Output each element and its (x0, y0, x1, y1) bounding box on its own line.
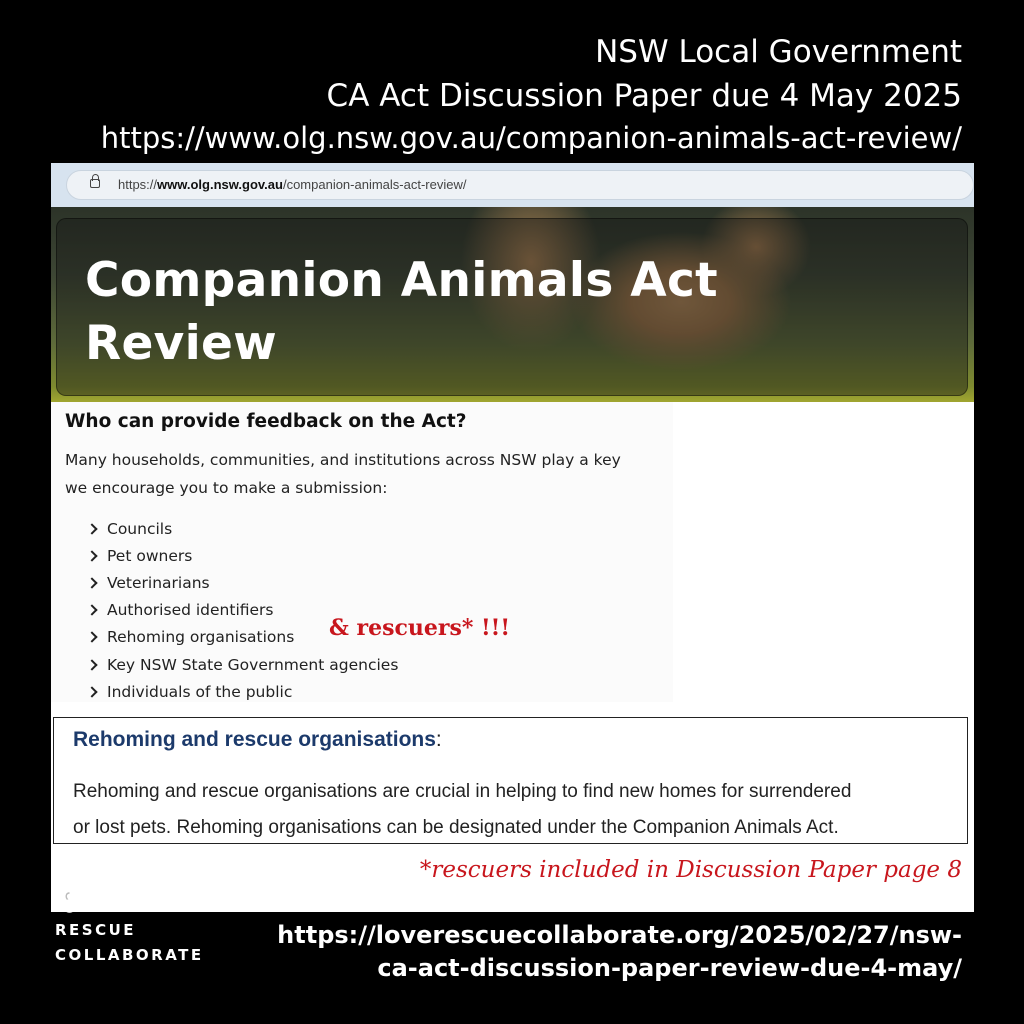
chevron-right-icon (86, 632, 97, 643)
logo-line-3: COLLABORATE (55, 946, 204, 964)
chevron-right-icon (86, 659, 97, 670)
stakeholder-list (88, 515, 398, 705)
hero-banner (51, 207, 974, 402)
footnote-annotation: *rescuers included in Discussion Paper page 8 (419, 857, 962, 883)
caption-line-1: NSW Local Government (595, 34, 962, 70)
logo (55, 893, 204, 968)
list-item: Rehoming organisations (88, 624, 398, 651)
logo-line-1: LOVE (55, 896, 109, 914)
box-title: Rehoming and rescue organisations: (73, 728, 442, 751)
box-text: Rehoming and rescue organisations are crucial in helping to find new homes for surrendered or lost pets. Rehoming organisations can be designated under the Companion Animals Act. (73, 781, 852, 838)
section-heading: Who can provide feedback on the Act? (65, 411, 467, 432)
footer-url-line-1: https://loverescuecollaborate.org/2025/02/27/nsw- (277, 921, 962, 949)
caption-url: https://www.olg.nsw.gov.au/companion-animals-act-review/ (100, 121, 962, 155)
list-item: Authorised identifiers (88, 597, 398, 624)
list-item: Pet owners (88, 542, 398, 569)
logo-line-2: RESCUE (55, 921, 137, 939)
list-item: Veterinarians (88, 569, 398, 596)
list-item: Individuals of the public (88, 678, 398, 705)
chevron-right-icon (86, 523, 97, 534)
rehoming-info-box (53, 717, 968, 844)
address-text[interactable]: https://www.olg.nsw.gov.au/companion-animals-act-review/ (118, 177, 467, 192)
footer-url-line-2: ca-act-discussion-paper-review-due-4-may/ (377, 954, 962, 982)
chevron-right-icon (86, 550, 97, 561)
chevron-right-icon (86, 686, 97, 697)
chevron-right-icon (86, 577, 97, 588)
rescuers-annotation: & rescuers* !!! (329, 615, 510, 641)
list-item: Key NSW State Government agencies (88, 651, 398, 678)
chevron-right-icon (86, 604, 97, 615)
address-bar[interactable] (66, 170, 974, 200)
hero-overlay (56, 218, 968, 396)
section-paragraph: Many households, communities, and institutions across NSW play a key we encourage you to make a submission: (65, 451, 621, 497)
list-item: Councils (88, 515, 398, 542)
lock-icon[interactable] (90, 179, 100, 188)
feedback-section (51, 402, 673, 702)
browser-toolbar (51, 163, 974, 207)
page-title: Companion Animals Act Review (85, 253, 718, 371)
webpage-screenshot (51, 163, 974, 912)
caption-line-2: CA Act Discussion Paper due 4 May 2025 (326, 78, 962, 114)
